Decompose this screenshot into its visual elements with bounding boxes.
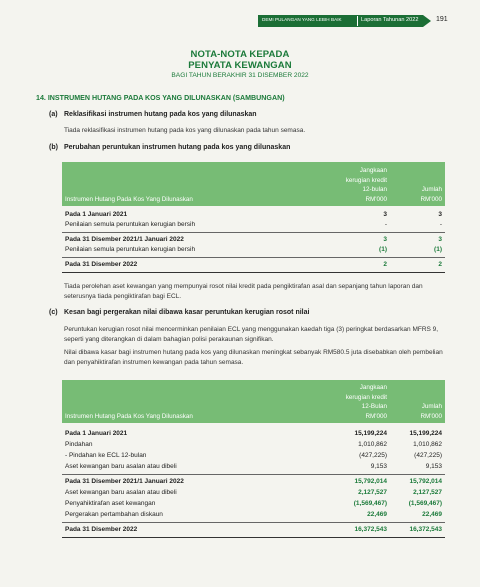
table-divider (62, 257, 445, 258)
row-value-ecl: 15,792,014 (354, 478, 387, 485)
page-number: 191 (436, 16, 448, 23)
row-value-total: - (439, 221, 442, 228)
row-value-total: (427,225) (414, 452, 442, 459)
table-row (62, 462, 445, 472)
table-b-header-col1 (346, 166, 387, 204)
row-value-ecl: 9,153 (370, 463, 387, 470)
subsection-title: Reklasifikasi instrumen hutang pada kos yang dilunaskan (64, 111, 257, 118)
row-value-total: (1) (434, 246, 442, 253)
row-label: Aset kewangan baru asalan atau dibeli (65, 463, 177, 470)
page-title-line1: NOTA-NOTA KEPADA (190, 49, 290, 60)
table-row (62, 429, 445, 439)
table-bottom-rule (62, 537, 445, 538)
table-b-header-label: Instrumen Hutang Pada Kos Yang Dilunaskan (65, 195, 193, 203)
table-c-header (62, 380, 445, 423)
table-row (62, 260, 445, 270)
table-row (62, 451, 445, 461)
subsection-b-note: Tiada perolehan aset kewangan yang mempunyai rosot nilai kredit pada pengiktirafan asal dan sepanjang tahun laporan dan seterusnya tiada pengiktirafan bagi ECL. (64, 283, 423, 300)
table-row (62, 235, 445, 245)
subsection-marker: (a) (49, 111, 58, 118)
page-title-line2: PENYATA KEWANGAN (188, 60, 292, 71)
table-divider (62, 522, 445, 523)
subsection-a-text: Tiada reklasifikasi instrumen hutang pada kos yang dilunaskan pada tahun semasa. (64, 127, 306, 134)
table-b-header (62, 162, 445, 206)
subsection-marker: (b) (49, 144, 58, 151)
row-label: Pada 1 Januari 2021 (65, 211, 128, 218)
header-tagline: DEMI PULANGAN YANG LEBIH BAIK (262, 17, 342, 22)
row-label: Penyahiktirafan aset kewangan (65, 500, 156, 507)
table-row (62, 210, 445, 220)
row-value-total: 3 (438, 236, 442, 243)
table-row (62, 245, 445, 255)
subsection-marker: (c) (49, 309, 58, 316)
header-arrow-icon (423, 15, 431, 27)
row-value-total: 22,469 (422, 511, 442, 518)
row-label: Pada 31 Disember 2021/1 Januari 2022 (65, 478, 184, 485)
table-row (62, 510, 445, 520)
table-row (62, 220, 445, 230)
table-c-header-col1 (346, 383, 387, 421)
header-separator (357, 16, 358, 26)
table-row (62, 488, 445, 498)
col1-line: RM'000 (365, 195, 387, 203)
col2-line: RM'000 (420, 195, 442, 203)
row-value-total: 16,372,543 (409, 526, 442, 533)
table-row (62, 525, 445, 535)
col1-line: kerugian kredit (345, 393, 387, 401)
table-row (62, 477, 445, 487)
row-value-total: 2 (438, 261, 442, 268)
subsection-title: Perubahan peruntukan instrumen hutang pada kos yang dilunaskan (64, 144, 291, 151)
row-value-total: 15,199,224 (409, 430, 442, 437)
col2-line: Jumlah (421, 403, 442, 410)
col1-line: 12-bulan (362, 186, 387, 193)
row-value-ecl: 22,469 (367, 511, 387, 518)
page-subtitle: BAGI TAHUN BERAKHIR 31 DISEMBER 2022 (171, 71, 309, 79)
row-value-total: 15,792,014 (409, 478, 442, 485)
section-heading: 14. INSTRUMEN HUTANG PADA KOS YANG DILUNASKAN (SAMBUNGAN) (36, 93, 285, 102)
subsection-c-text1: Peruntukan kerugian rosot nilai mencerminkan penilaian ECL yang menggunakan kaedah tiga (3) peringkat berdasarkan MFRS 9, seperti yang diterangkan di dalam bahagian polisi perakaunan signifikan. (64, 326, 439, 343)
row-label: Penilaian semula peruntukan kerugian bersih (65, 221, 196, 228)
row-label: Pada 31 Disember 2022 (65, 261, 138, 268)
col2-line: RM'000 (420, 412, 442, 420)
col1-line: 12-Bulan (361, 403, 387, 410)
row-value-ecl: 2,127,527 (358, 489, 387, 496)
header-report-title: Laporan Tahunan 2022 (361, 16, 419, 23)
col1-line: Jangkaan (359, 167, 387, 174)
row-value-ecl: 16,372,543 (354, 526, 387, 533)
row-value-total: (1,569,467) (408, 500, 442, 507)
row-value-ecl: - (384, 221, 387, 228)
row-value-total: 9,153 (425, 463, 442, 470)
row-value-total: 2,127,527 (413, 489, 442, 496)
row-label: Pada 1 Januari 2021 (65, 430, 128, 437)
subsection-title: Kesan bagi pergerakan nilai dibawa kasar peruntukan kerugian rosot nilai (64, 309, 310, 316)
table-divider (62, 474, 445, 475)
table-b-header-col2 (420, 185, 442, 204)
row-label: Pada 31 Disember 2021/1 Januari 2022 (65, 236, 184, 243)
row-label: Pada 31 Disember 2022 (65, 526, 138, 533)
row-value-ecl: 3 (383, 236, 387, 243)
table-divider (62, 232, 445, 233)
table-row (62, 499, 445, 509)
row-label: Penilaian semula peruntukan kerugian bersih (65, 246, 196, 253)
subsection-c-text2: Nilai dibawa kasar bagi instrumen hutang pada kos yang dilunaskan meningkat sebanyak RM580.5 juta disebabkan oleh pembelian dan penyahiktirafan instrumen kewangan pada tahun semasa. (64, 349, 443, 366)
row-value-ecl: 2 (383, 261, 387, 268)
row-value-ecl: 3 (383, 211, 387, 218)
table-c-header-label: Instrumen Hutang Pada Kos Yang Dilunaskan (65, 412, 193, 420)
col1-line: kerugian kredit (345, 176, 387, 184)
row-value-ecl: (1) (379, 246, 387, 253)
row-label: Aset kewangan baru asalan atau dibeli (65, 489, 177, 496)
row-label: Pindahan (65, 441, 93, 448)
col1-line: Jangkaan (359, 384, 387, 391)
row-value-total: 1,010,862 (413, 441, 442, 448)
table-row (62, 440, 445, 450)
row-label: - Pindahan ke ECL 12-bulan (65, 452, 147, 459)
col1-line: RM'000 (365, 412, 387, 420)
col2-line: Jumlah (421, 186, 442, 193)
table-bottom-rule (62, 272, 445, 273)
row-value-ecl: (427,225) (359, 452, 387, 459)
row-value-ecl: (1,569,467) (353, 500, 387, 507)
row-label: Pergerakan pertambahan diskaun (65, 511, 163, 518)
row-value-ecl: 1,010,862 (358, 441, 387, 448)
row-value-total: 3 (438, 211, 442, 218)
row-value-ecl: 15,199,224 (354, 430, 387, 437)
table-c-header-col2 (420, 402, 442, 421)
